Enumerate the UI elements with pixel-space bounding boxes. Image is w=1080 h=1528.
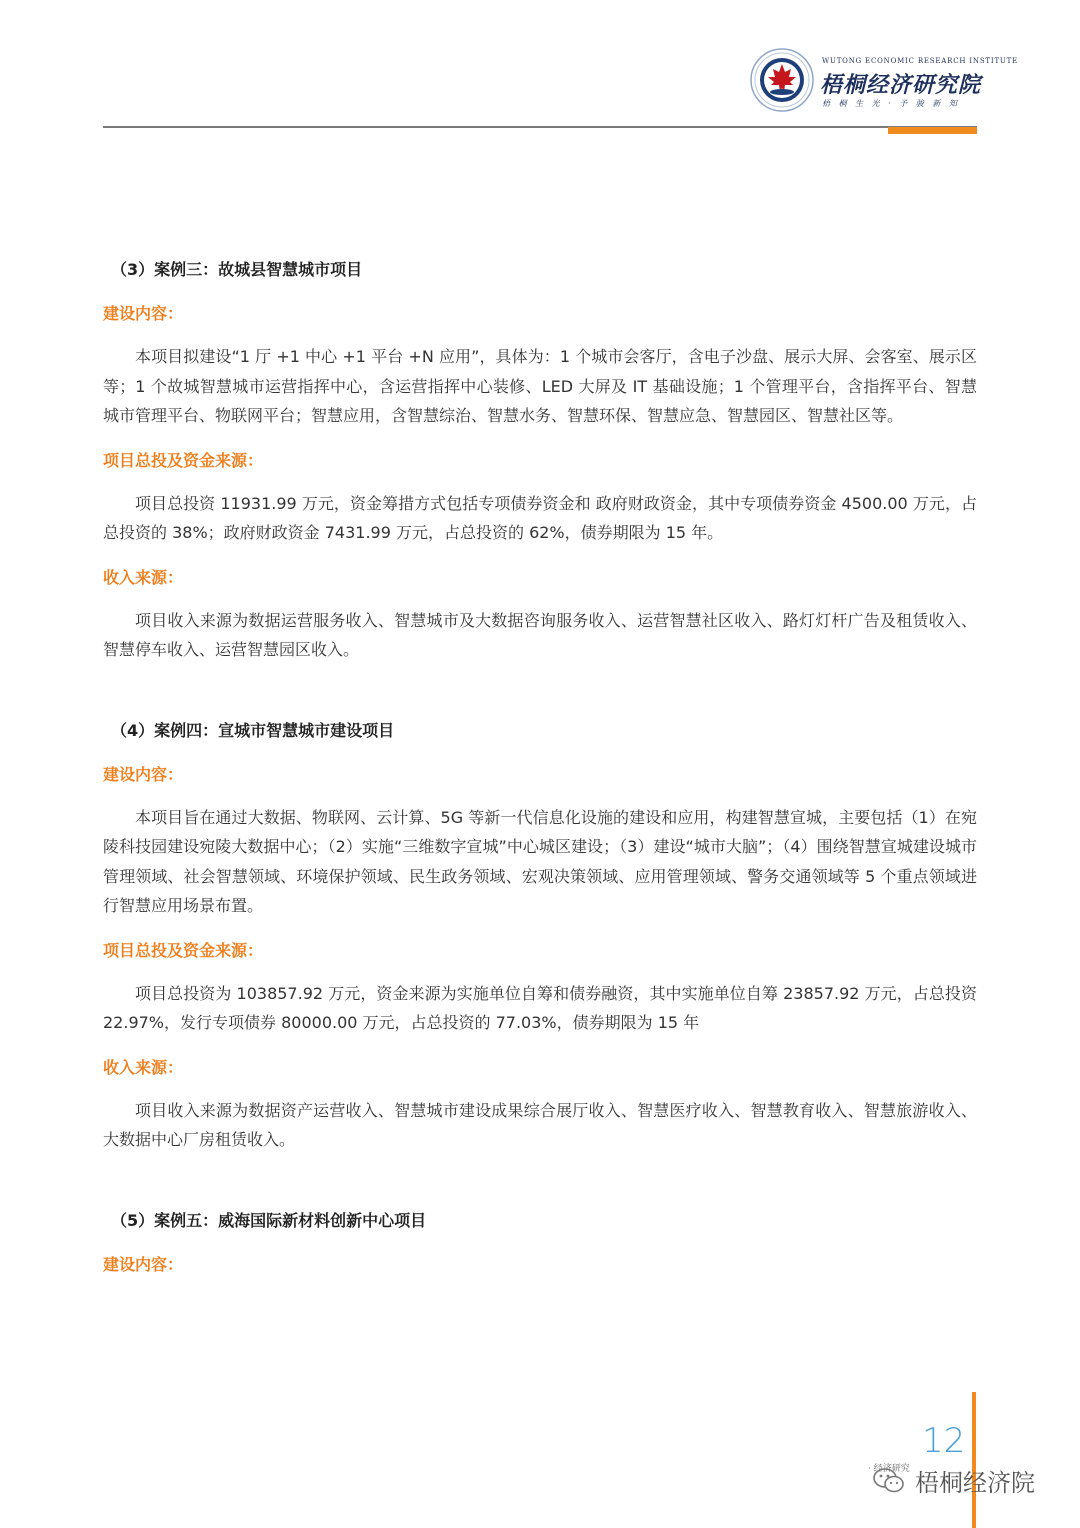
- case-five-construction-heading: 建设内容：: [103, 1254, 184, 1274]
- case-three-title: （3）案例三：故城县智慧城市项目: [111, 260, 363, 279]
- case-four-section: [103, 717, 977, 1155]
- case-four-construction-text: 本项目旨在通过大数据、物联网、云计算、5G 等新一代信息化设施的建设和应用，构建智慧宣城，主要包括（1）在宛陵科技园建设宛陵大数据中心；（2）实施“三维数字宣城”中心城区建设；（3）建设“城市大脑”；（4）围绕智慧宣城建设城市管理领域、社会智慧领域、环境保护领域、民生政务领域、宏观决策领域、应用管理领域、警务交通领域等 5 个重点领域进行智慧应用场景布置。: [103, 807, 977, 915]
- watermark-small-text: · 经济研究: [868, 1464, 910, 1474]
- section-spacer: [103, 1155, 977, 1207]
- footer-accent-bar: [972, 1392, 976, 1528]
- header-accent-bar: [888, 127, 977, 134]
- case-three-investment-text: 项目总投资 11931.99 万元，资金筹措方式包括专项债券资金和 政府财政资金，其中专项债券资金 4500.00 万元，占总投资的 38%；政府财政资金 7431.99 万元，占总投资的 62%，债券期限为 15 年。: [103, 493, 977, 542]
- case-four-income-text: 项目收入来源为数据资产运营收入、智慧城市建设成果综合展厅收入、智慧医疗收入、智慧教育收入、智慧旅游收入、大数据中心厂房租赁收入。: [103, 1100, 977, 1149]
- case-four-construction-heading: 建设内容：: [103, 764, 184, 784]
- case-five-title: （5）案例五：威海国际新材料创新中心项目: [111, 1210, 427, 1230]
- header-divider: [103, 126, 977, 128]
- case-three-section: [103, 256, 977, 665]
- case-three-income-heading: 收入来源：: [103, 567, 184, 587]
- section-spacer: [103, 665, 977, 717]
- institute-slogan: 梧 桐 生 光 · 予 骏 新 知: [822, 99, 960, 108]
- case-three-income-text: 项目收入来源为数据运营服务收入、智慧城市及大数据咨询服务收入、运营智慧社区收入、路灯灯杆广告及租赁收入、智慧停车收入、运营智慧园区收入。: [103, 610, 977, 659]
- maple-leaf-seal-icon: [750, 48, 814, 112]
- case-four-investment-heading: 项目总投及资金来源：: [103, 940, 264, 960]
- case-three-investment-heading: 项目总投及资金来源：: [103, 450, 264, 470]
- case-four-income-heading: 收入来源：: [103, 1057, 184, 1077]
- case-four-investment-text: 项目总投资为 103857.92 万元，资金来源为实施单位自筹和债券融资，其中实施单位自筹 23857.92 万元，占总投资 22.97%，发行专项债券 80000.00 万元，占总投资的 77.03%，债券期限为 15 年: [103, 983, 977, 1032]
- case-three-construction-heading: 建设内容：: [103, 304, 184, 323]
- case-three-construction-text: 本项目拟建设“1 厅 +1 中心 +1 平台 +N 应用”，具体为：1 个城市会客厅，含电子沙盘、展示大屏、会客室、展示区等；1 个故城智慧城市运营指挥中心，含运营指挥中心装修、LED 大屏及 IT 基础设施；1 个管理平台，含指挥平台、智慧城市管理平台、物联网平台；智慧应用，含智慧综治、智慧水务、智慧环保、智慧应急、智慧园区、智慧社区等。: [103, 347, 977, 425]
- watermark-account-name: 梧桐经济院: [915, 1469, 1035, 1497]
- document-body: [103, 256, 977, 1279]
- case-five-section: [103, 1207, 977, 1279]
- case-four-title: （4）案例四：宣城市智慧城市建设项目: [111, 720, 395, 740]
- institute-chinese-name: 梧桐经济研究院: [820, 72, 982, 98]
- institute-english-name: WUTONG ECONOMIC RESEARCH INSTITUTE: [822, 57, 1018, 65]
- page-number: 12: [922, 1421, 966, 1461]
